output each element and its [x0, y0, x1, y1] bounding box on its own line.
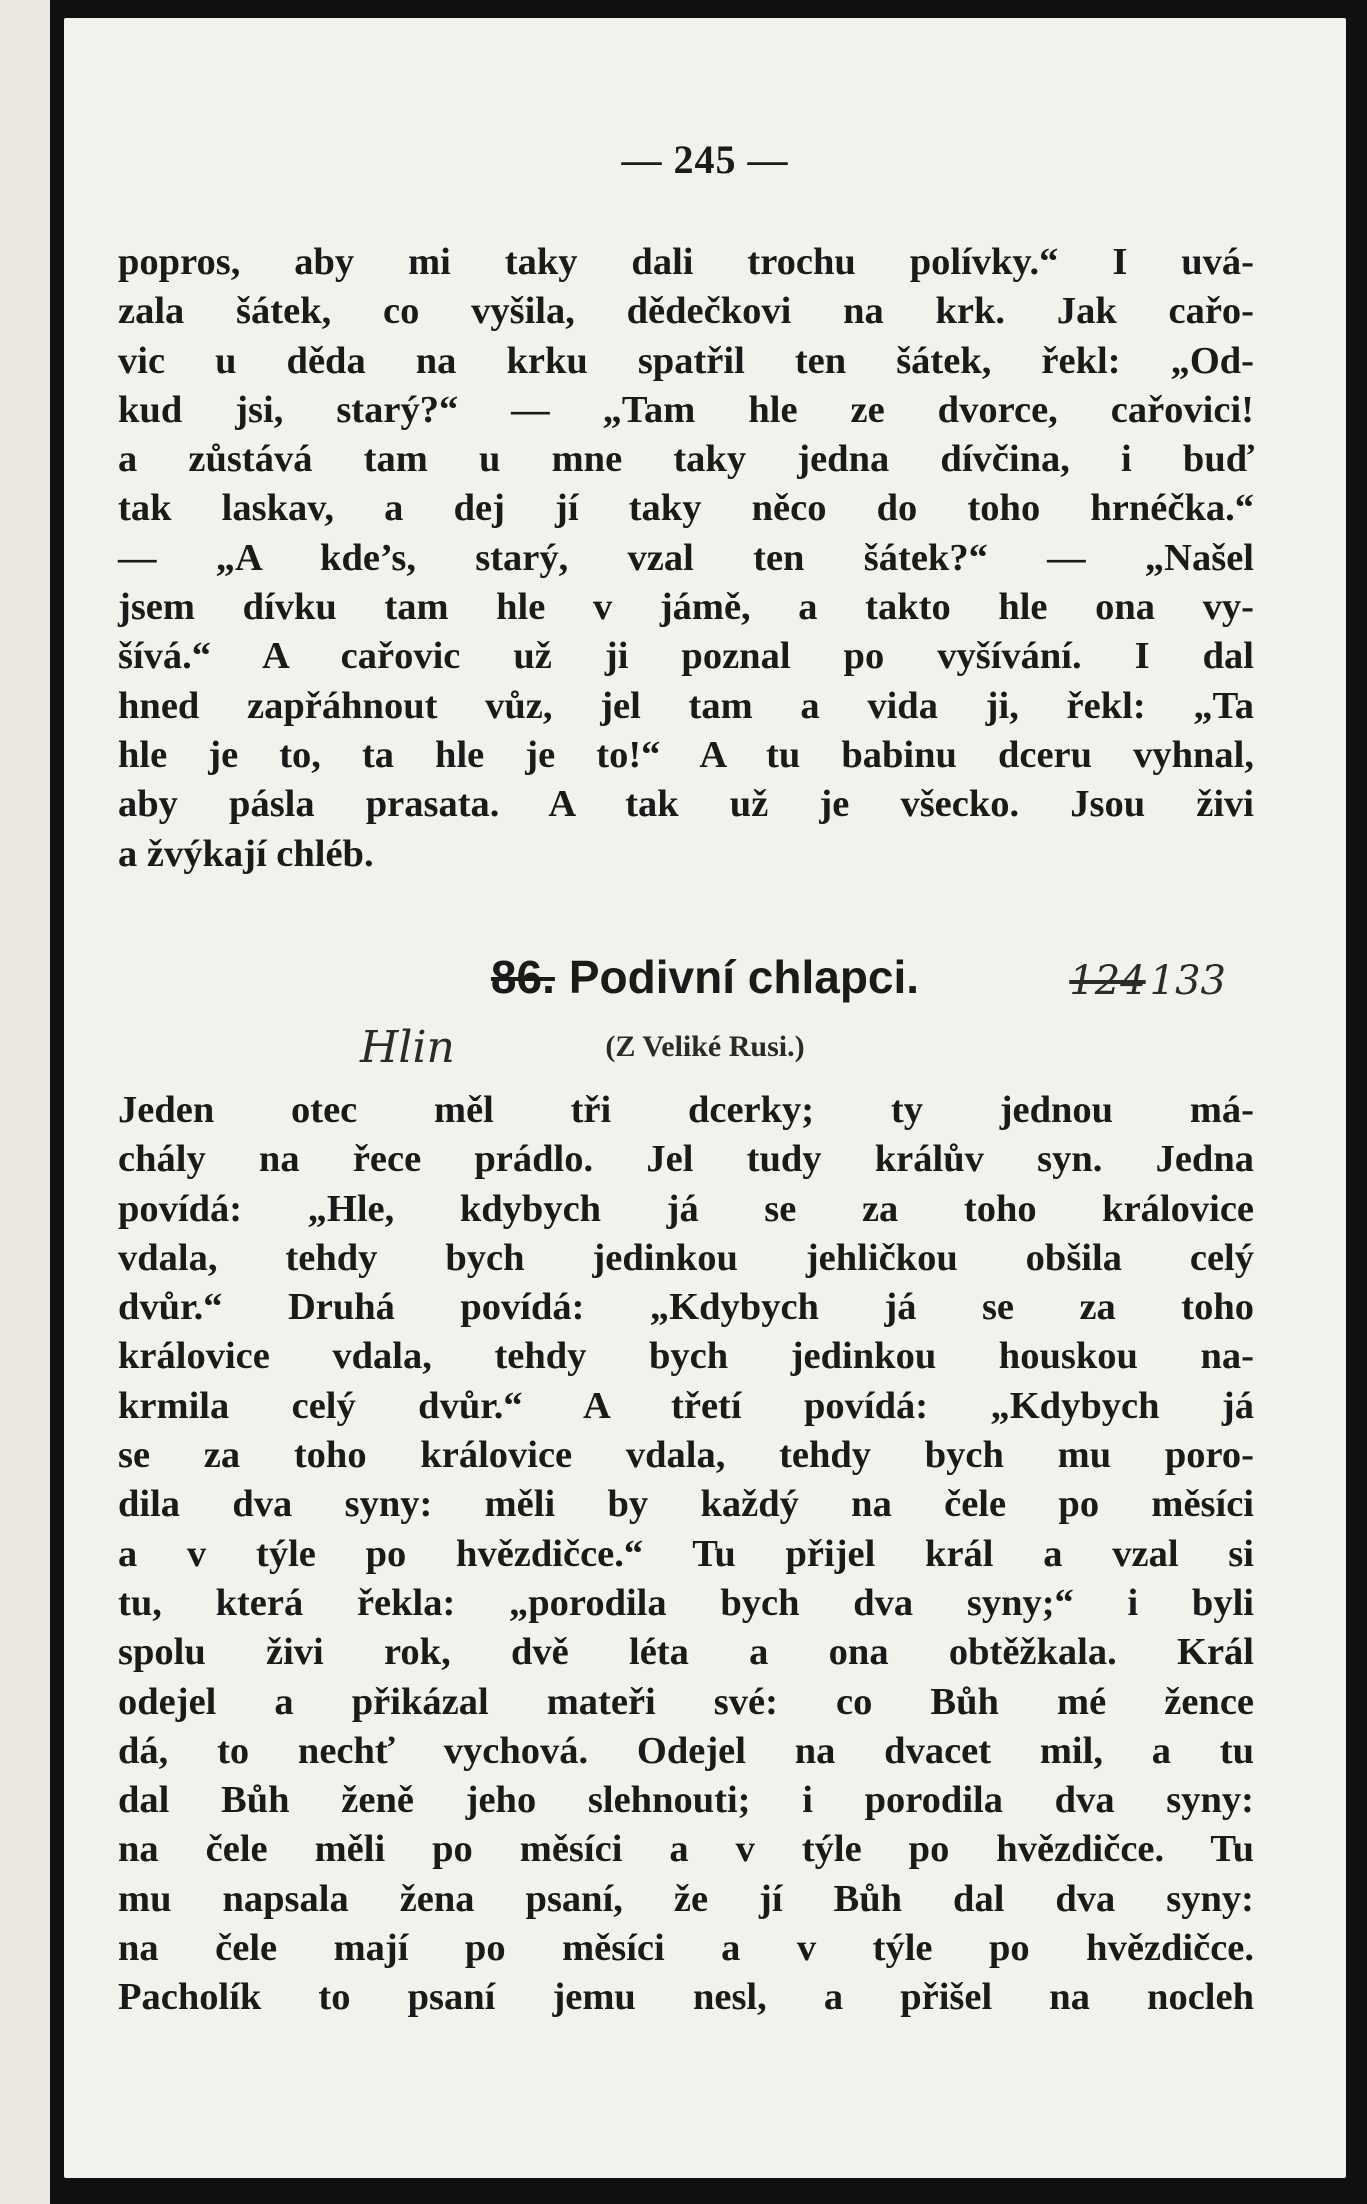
text-line: dal Bůh ženě jeho slehnouti; i porodila dva syny:: [118, 1779, 1254, 1822]
handwritten-page-annotation: [1069, 958, 1226, 1004]
text-line: a žvýkají chléb.: [118, 832, 374, 875]
handwritten-struck-number: 124: [1069, 958, 1146, 1004]
text-line: se za toho královice vdala, tehdy bych mu poro-: [118, 1434, 1254, 1477]
page-number: — 245 —: [621, 137, 789, 182]
story-number: 86.: [490, 951, 555, 1003]
text-line: Pacholík to psaní jemu nesl, a přišel na nocleh: [118, 1976, 1254, 2019]
text-line: krmila celý dvůr.“ A třetí povídá: „Kdybych já: [118, 1384, 1254, 1427]
paragraph-previous-story: [118, 238, 1254, 879]
adjacent-page-edge: [0, 0, 50, 2204]
text-line: a zůstává tam u mne taky jedna dívčina, i buď: [118, 438, 1254, 481]
text-line: mu napsala žena psaní, že jí Bůh dal dva syny:: [118, 1877, 1254, 1920]
text-line: dila dva syny: měli by každý na čele po měsíci: [118, 1483, 1254, 1526]
text-line: kud jsi, starý?“ — „Tam hle ze dvorce, cařovici!: [118, 388, 1254, 431]
text-line: spolu živi rok, dvě léta a ona obtěžkala. Král: [118, 1631, 1254, 1674]
book-page: [64, 18, 1346, 2178]
text-line: — „A kde’s, starý, vzal ten šátek?“ — „Našel: [118, 536, 1254, 579]
text-line: vic u děda na krku spatřil ten šátek, řekl: „Od-: [118, 339, 1254, 382]
text-line: popros, aby mi taky dali trochu polívky.“ I uvá-: [118, 241, 1254, 283]
text-line: dá, to nechť vychová. Odejel na dvacet mil, a tu: [118, 1729, 1254, 1772]
text-line: zala šátek, co vyšila, dědečkovi na krk. Jak cařo-: [118, 290, 1254, 333]
text-line: jsem dívku tam hle v jámě, a takto hle ona vy-: [118, 586, 1254, 629]
story-subtitle: (Z Veliké Rusi.): [605, 1030, 805, 1063]
text-line: odejel a přikázal mateři své: co Bůh mé žence: [118, 1680, 1254, 1723]
handwritten-note: Hlin: [360, 1022, 455, 1073]
text-line: šívá.“ A cařovic už ji poznal po vyšívání. I dal: [118, 635, 1254, 678]
text-line: královice vdala, tehdy bych jedinkou houskou na-: [118, 1335, 1254, 1378]
text-line: vdala, tehdy bych jedinkou jehličkou obšila celý: [118, 1236, 1254, 1279]
story-title: Podivní chlapci.: [568, 951, 920, 1003]
text-line: tu, která řekla: „porodila bych dva syny;“ i byli: [118, 1581, 1254, 1624]
text-line: na čele měli po měsíci a v týle po hvězdičce. Tu: [118, 1828, 1254, 1871]
text-line: Jeden otec měl tři dcerky; ty jednou má-: [118, 1089, 1254, 1131]
paragraph-story: [118, 1086, 1254, 2023]
text-line: a v týle po hvězdičce.“ Tu přijel král a vzal si: [118, 1532, 1254, 1575]
text-line: hle je to, ta hle je to!“ A tu babinu dceru vyhnal,: [118, 733, 1254, 776]
text-line: hned zapřáhnout vůz, jel tam a vida ji, řekl: „Ta: [118, 684, 1254, 727]
text-line: dvůr.“ Druhá povídá: „Kdybych já se za toho: [118, 1286, 1254, 1329]
text-line: na čele mají po měsíci a v týle po hvězdičce.: [118, 1927, 1254, 1970]
text-line: povídá: „Hle, kdybych já se za toho královice: [118, 1187, 1254, 1230]
text-line: tak laskav, a dej jí taky něco do toho hrnéčka.“: [118, 487, 1254, 530]
text-line: aby pásla prasata. A tak už je všecko. Jsou živi: [118, 783, 1254, 826]
handwritten-number: 133: [1149, 958, 1226, 1004]
text-line: chály na řece prádlo. Jel tudy králův syn. Jedna: [118, 1138, 1254, 1181]
